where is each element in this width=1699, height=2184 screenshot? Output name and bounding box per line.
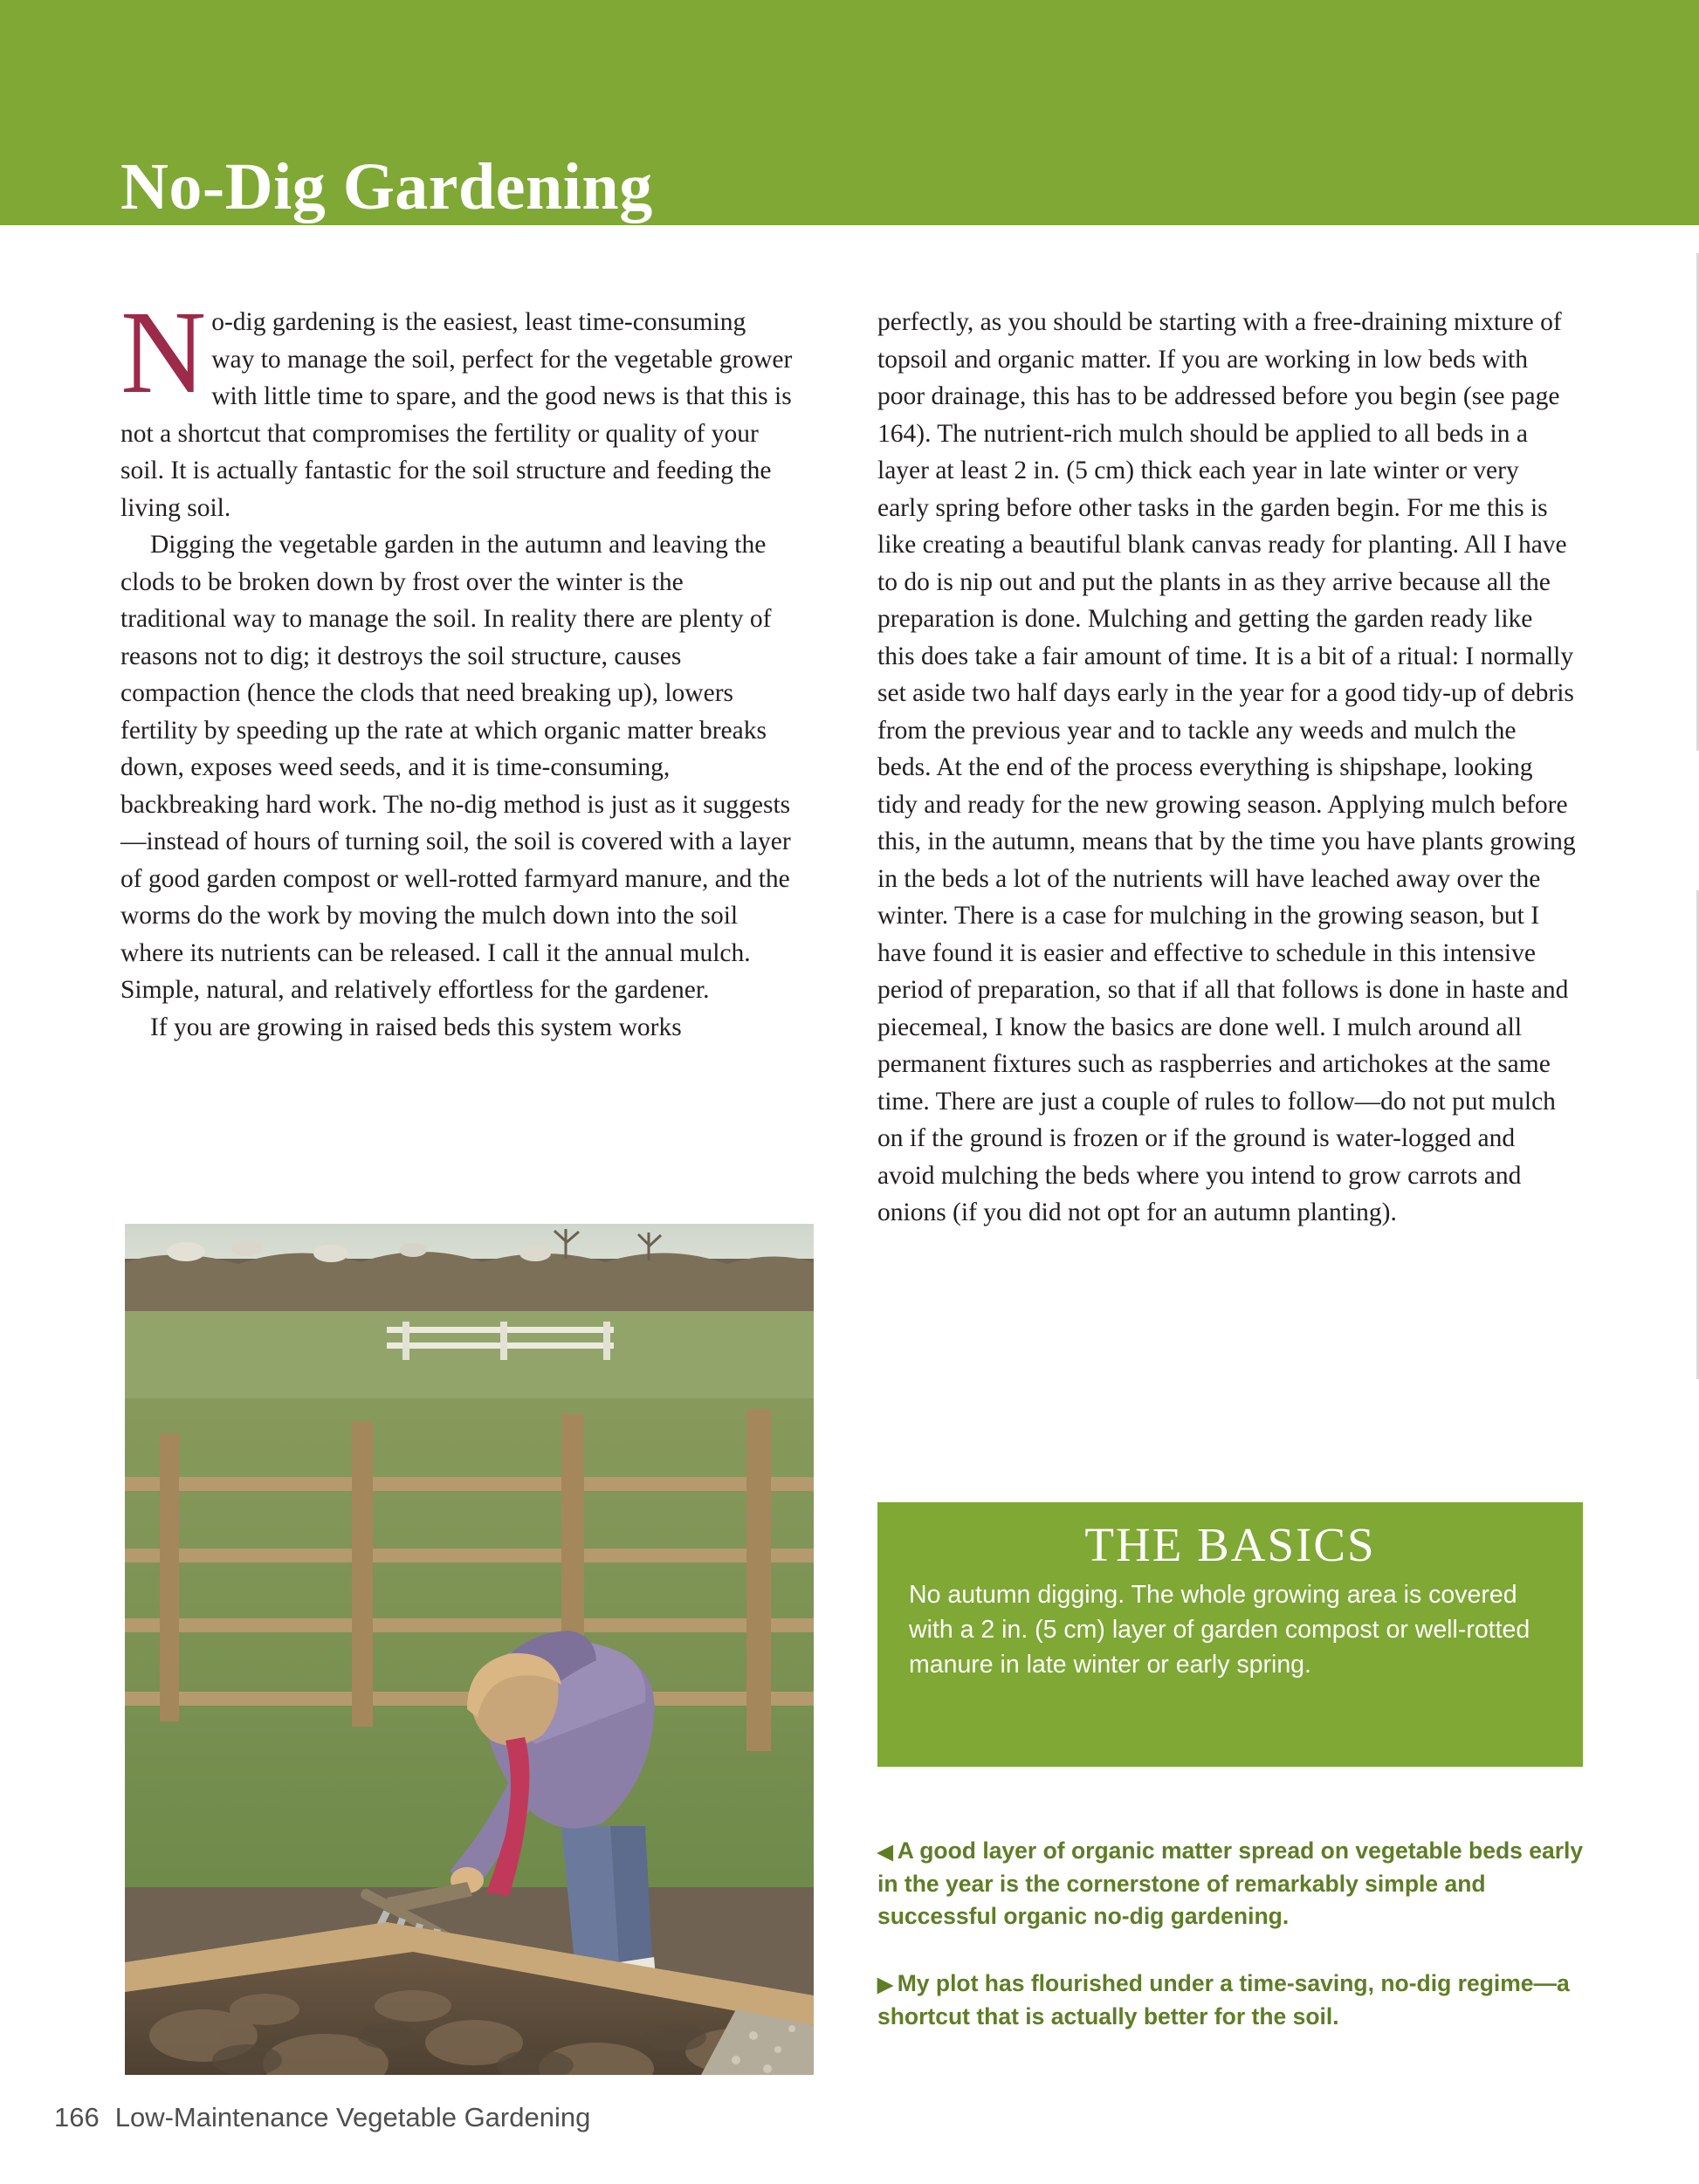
the-basics-text: No autumn digging. The whole growing area is covered with a 2 in. (5 cm) layer of garden compost or well-rotted manure in late winter or early spring. [909, 1581, 1530, 1679]
page-title: No-Dig Gardening [120, 149, 653, 223]
page-footer [54, 2102, 590, 2133]
paragraph-left-3: If you are growing in raised beds this system works [150, 1013, 682, 1041]
the-basics-callout [877, 1502, 1583, 1767]
paragraph-left-1-text: o-dig gardening is the easiest, least time-consuming way to manage the soil, perfect for the vegetable grower with little time to spare, and the good news is that this is not a shortcut that compromises the fertility or quality of your soil. It is actually fantastic for the soil structure and feeding the living soil. [120, 308, 793, 522]
photo-caption-2 [877, 1968, 1586, 2033]
page-number: 166 [54, 2102, 100, 2132]
drop-cap: N [120, 287, 207, 418]
right-arrow-icon: ▶ [877, 1973, 893, 1995]
paragraph-left-1 [120, 287, 793, 526]
article-right-column [877, 304, 1576, 1232]
paragraph-left-2: Digging the vegetable garden in the autumn and leaving the clods to be broken down by frost over the winter is the traditional way to manage the soil. In reality there are plenty of reasons not to dig; it destroys the soil structure, causes compaction (hence the clods that need breaking up), lowers fertility by speeding up the rate at which organic matter breaks down, exposes weed seeds, and it is time-consuming, backbreaking hard work. The no-dig method is just as it suggests—instead of hours of turning soil, the soil is covered with a layer of good garden compost or well-rotted farmyard manure, and the worms do the work by moving the mulch down into the soil where its nutrients can be released. I call it the annual mulch. Simple, natural, and relatively effortless for the gardener. [120, 531, 791, 1004]
photo-caption-2-text: My plot has flourished under a time-saving, no-dig regime—a shortcut that is actually better for the soil. [877, 1970, 1570, 2029]
book-title: Low-Maintenance Vegetable Gardening [114, 2102, 591, 2132]
article-left-column [120, 287, 793, 1046]
left-arrow-icon: ◀ [877, 1840, 893, 1863]
the-basics-title: THE BASICS [1084, 1518, 1376, 1571]
paragraph-right-1: perfectly, as you should be starting with a free-draining mixture of topsoil and organic matter. If you are working in low beds with poor drainage, this has to be addressed before you begin (see page 164). The nutrient-rich mulch should be applied to all beds in a layer at least 2 in. (5 cm) thick each year in late winter or very early spring before other tasks in the garden begin. For me this is like creating a beautiful blank canvas ready for planting. All I have to do is nip out and put the plants in as they arrive because all the preparation is done. Mulching and getting the garden ready like this does take a fair amount of time. It is a bit of a ritual: I normally set aside two half days early in the year for a good tidy-up of debris from the previous year and to tackle any weeds and mulch the beds. At the end of the process everything is shipshape, looking tidy and ready for the new growing season. Applying mulch before this, in the autumn, means that by the time you have plants growing in the beds a lot of the nutrients will have leached away over the winter. There is a case for mulching in the growing season, but I have found it is easier and effective to schedule in this intensive period of preparation, so that if all that follows is done in haste and piecemeal, I know the basics are done well. I mulch around all permanent fixtures such as raspberries and artichokes at the same time. There are just a couple of rules to follow—do not put mulch on if the ground is frozen or if the ground is water-logged and avoid mulching the beds where you intend to grow carrots and onions (if you did not opt for an autumn planting). [877, 308, 1576, 1226]
garden-photo-illustration [125, 1224, 814, 2075]
garden-photo [125, 1224, 814, 2075]
photo-caption-1 [877, 1835, 1586, 1933]
photo-caption-1-text: A good layer of organic matter spread on vegetable beds early in the year is the cornerstone of remarkably simple and successful organic no-dig gardening. [877, 1837, 1584, 1929]
